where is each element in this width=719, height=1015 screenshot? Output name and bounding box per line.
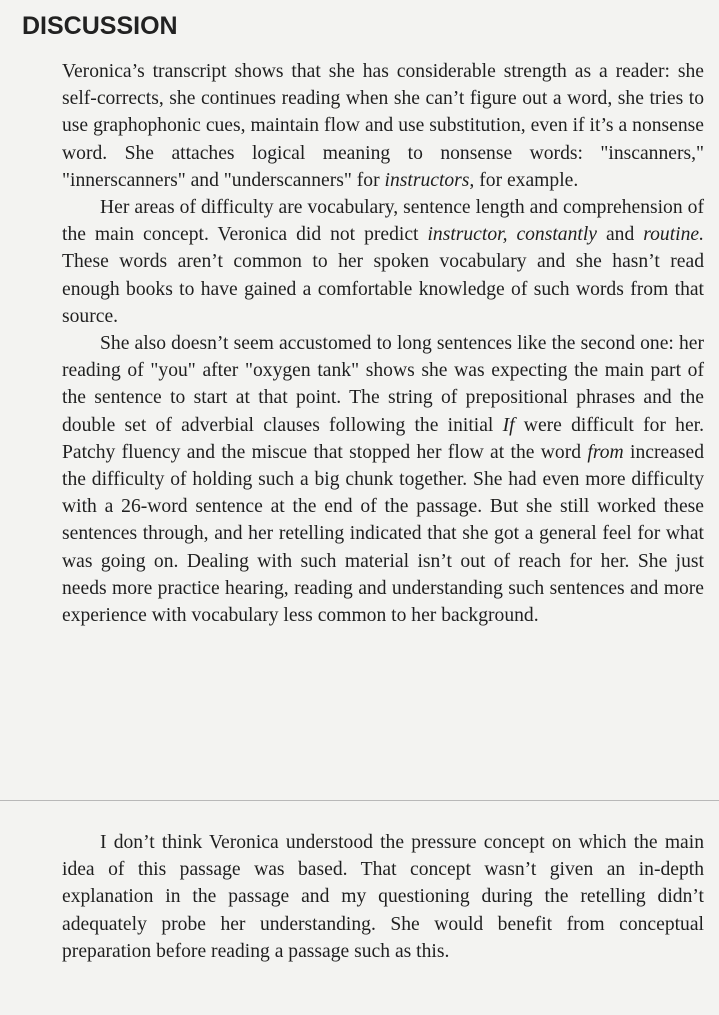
- paragraph-difficulties: [62, 194, 704, 330]
- italic-term: If: [502, 414, 515, 436]
- text-run: Veronica’s transcript shows that she has considerable strength as a reader: she self-corrects, she continues reading when she can’t figure out a word, she tries to use graphophonic cues, maintain flow and use substitution, even if it’s a nonsense word. She attaches logical meaning to nonsense words: "inscanners," "innerscanners" and "underscanners" for: [62, 61, 704, 191]
- text-run: She also doesn’t seem accustomed to long sentences like the second one: her reading of "you" after "oxygen tank" shows she was expecting the main part of the sentence to start at that point. The string of prepositional phrases and the double set of adverbial clauses following the initial: [62, 333, 704, 436]
- italic-term: routine.: [643, 224, 704, 246]
- italic-term: from: [587, 441, 624, 463]
- section-heading: DISCUSSION: [22, 12, 178, 40]
- section-divider: [0, 800, 719, 801]
- italic-term: instructors,: [384, 169, 475, 191]
- paragraph-sentence-length: [62, 330, 704, 629]
- discussion-body: [62, 58, 704, 629]
- text-run: for example.: [474, 169, 579, 191]
- text-run: These words aren’t common to her spoken vocabulary and she hasn’t read enough books to have gained a comfortable knowledge of such words from that source.: [62, 251, 704, 327]
- italic-term: instructor, constantly: [427, 224, 597, 246]
- paragraph-strengths: [62, 58, 704, 194]
- text-run: increased the difficulty of holding such a big chunk together. She had even more difficulty with a 26-word sentence at the end of the passage. But she still worked these sentences through, and her retelling indicated that she got a general feel for what was going on. Dealing with such material isn’t out of reach for her. She just needs more practice hearing, reading and understanding such sentences and more experience with vocabulary less common to her background.: [62, 441, 704, 627]
- concept-body: [62, 829, 704, 965]
- text-run: Her areas of difficulty are vocabulary, sentence length and comprehension of the main concept. Veronica did not predict: [62, 197, 704, 246]
- text-run: I don’t think Veronica understood the pressure concept on which the main idea of this passage was based. That concept wasn’t given an in-depth explanation in the passage and my questioning during the retelling didn’t adequately probe her understanding. She would benefit from conceptual preparation before reading a passage such as this.: [62, 832, 704, 962]
- text-run: were difficult for her. Patchy fluency and the miscue that stopped her flow at the word: [62, 414, 705, 463]
- text-run: and: [596, 224, 644, 246]
- paragraph-pressure-concept: [62, 829, 704, 965]
